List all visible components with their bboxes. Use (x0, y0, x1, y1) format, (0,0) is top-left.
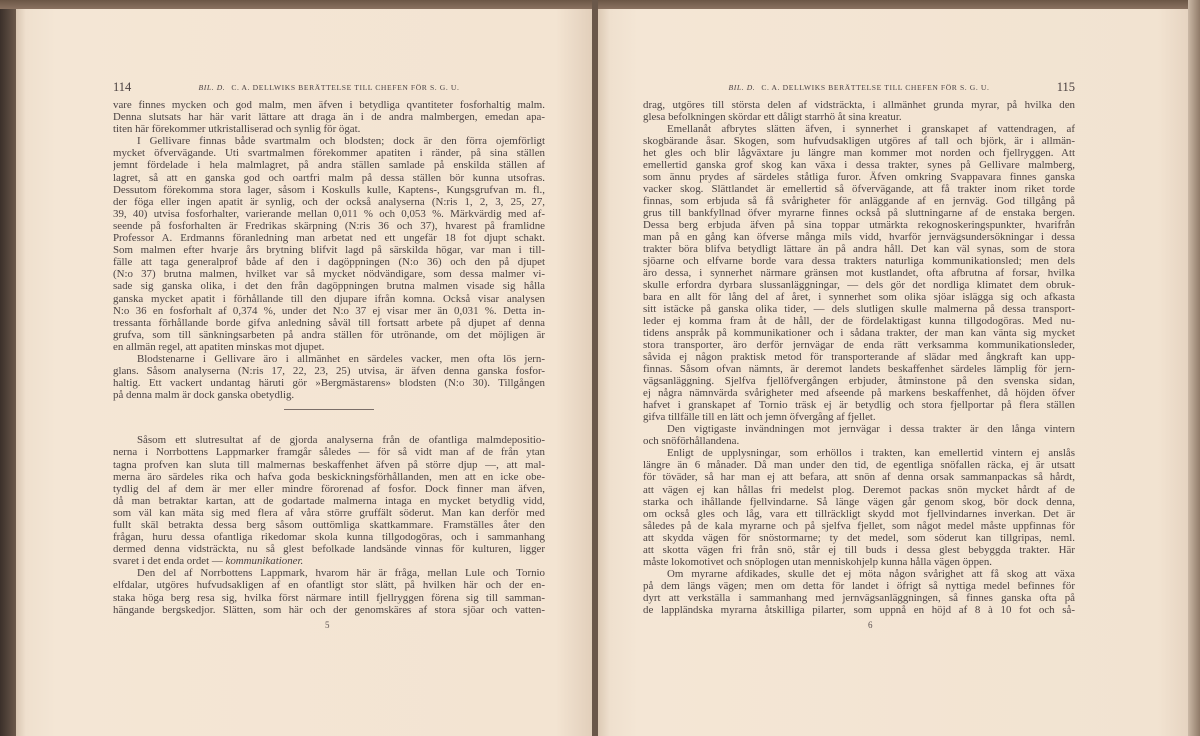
paragraph (643, 123, 1075, 423)
text-line: grufva, som till sänkningsarbeten på andra ställen för utrönande, om det möjligen är (113, 328, 545, 341)
running-head-title: C. A. DELLWIKS BERÄTTELSE TILL CHEFEN FÖR S. G. U. (231, 83, 460, 92)
text-line: för töväder, så har man ej att befara, att snön af denna orsak sammanpackas så hårdt, (643, 471, 1075, 484)
text-line: tydlig del af dem är mer eller mindre förorenad af fosfor. Dock finner man äfven, (113, 482, 545, 495)
text-line: längre än 6 månader. Då man under den tid, de egentliga snöfallen räcka, ej är utsatt (643, 459, 1075, 472)
text-line: finnas. Såsom ofvan nämnts, är deremot landets beskaffenhet särdeles lämplig för jern- (643, 363, 1075, 376)
text-line: het gles och blir lågväxtare ju längre man kommer mot norden och fjellryggen. Att (643, 147, 1075, 160)
text-line: haltig. Ett vackert undantag häruti gör »Bergmästarens» blodsten (N:o 30). Tillgången (113, 377, 545, 390)
text-line: mycket öfvervägande. Uti svartmalmen förekommer apatiten i ränder, på sina ställen (113, 147, 545, 160)
text-line: skogbärande åsar. Skogen, som hufvudsakligen utgöres af tall och björk, är i allmän- (643, 135, 1075, 148)
text-line: tressanta förhållande borde gifva anledning såväl till fortsatt arbete på djupet af denna (113, 316, 545, 329)
text-line: merna äro särdeles rika och hafva goda beskickningsförhållanden, men att en icke obe- (113, 470, 545, 483)
text-line: elfdalar, utgöres hufvudsakligen af en ofantligt stor slätt, på hvilken här och der en- (113, 579, 545, 592)
text-line (113, 555, 545, 567)
paragraph (643, 423, 1075, 447)
text-line: Denna slutsats har här varit lättare att draga än i de andra malmbergen, emedan apa- (113, 111, 545, 124)
book-cover-edge (0, 0, 1200, 9)
running-head-title: C. A. DELLWIKS BERÄTTELSE TILL CHEFEN FÖR S. G. U. (761, 83, 990, 92)
text-line: I Gellivare finnas både svartmalm och blodsten; dock är den förra ojemförligt (137, 135, 545, 148)
text-line: vare finnes mycken och god malm, men äfven i betydliga qvantiteter fosforhaltig malm. (113, 99, 545, 111)
running-head (643, 83, 1075, 92)
paragraph (643, 447, 1075, 567)
text-line: Som malmen efter hvarje års brytning blifvit lagd på särskilda högar, var man i till- (113, 244, 545, 257)
text-line: Dessutom förekomma stora lager, såsom i Koskulls kulle, Kaptens-, Kungsgrufvan m. fl., (113, 183, 545, 196)
text-line: äro dessa, i synnerhet närmare gränsen mot kustlandet, ofta afbrutna af forsar, hvilka (643, 267, 1075, 280)
text-segment: svaret i det enda ordet — (113, 555, 226, 568)
text-line: der föga eller ingen apatit är synlig, och der också analyserna (N:ris 1, 2, 3, 25, 27, (113, 195, 545, 208)
text-line: en allmän regel, att apatiten minskas mot djupet. (113, 340, 325, 353)
text-line: vacker skog. Slättlandet är emellertid så öfvervägande, att få trakter inom riket torde (643, 183, 1075, 196)
text-line: finnas, som erbjuda så få svårigheter för anläggande af en jernväg. God tillgång på (643, 195, 1075, 208)
text-line: stora transporter, äro derför jernvägar de enda rätt verksamma kommunikationsleder, (643, 339, 1075, 352)
text-line: Om myrarne afdikades, skulle det ej möta någon svårighet att få skog att växa (667, 567, 1075, 580)
text-line: (N:o 37) brutna malmen, hvilket var så mycket nödvändigare, som dessa malmer vi- (113, 268, 545, 281)
paragraph (113, 99, 545, 135)
text-line: glesa befolkningen skördar ett dåligt starrhö åt sina kreatur. (643, 111, 902, 124)
text-line: fullt skäl betrakta dessa berg såsom outtömliga skattkammare. Framställes åter den (113, 519, 545, 531)
text-line: glans. Såsom analyserna (N:ris 17, 22, 23, 25) utvisa, är äfven denna ganska fosfor- (113, 365, 545, 378)
text-line: Såsom ett slutresultat af de gjorda analyserna från de ofantliga malmdepositio- (137, 434, 545, 447)
text-line: Emellanåt afbrytes slätten äfven, i synnerhet i granskapet af vattendragen, af (667, 123, 1075, 136)
text-line: såvida ej någon praktisk metod för transporterande af slädar med ångkraft kan upp- (643, 351, 1075, 364)
left-page-header (113, 80, 545, 94)
signature-mark: 6 (868, 620, 873, 630)
paragraph (643, 568, 1075, 616)
running-head-prefix: BIL. D. (728, 83, 756, 92)
text-line: 39, 40) utvisa fosforhalter, varierande mellan 0,011 % och 0,053 %. Märkvärdig med af- (113, 207, 545, 220)
text-line: dyrt att verkställa i sammanhang med jernvägsanläggningen, så finnes ganska ofta på (643, 591, 1075, 604)
text-line: fälle att taga generalprof både af den i dagöppningen (N:o 36) och den på djupet (113, 256, 545, 269)
paragraph (113, 567, 545, 615)
text-line: grus till bankfyllnad öfver myrarne finnes också på sluttningarne af de enstaka bergen. (643, 207, 1075, 220)
text-line: Blodstenarne i Gellivare äro i allmänhet en särdeles vacker, men ofta lös jern- (137, 352, 545, 365)
text-line: vägsanläggning. Sjelfva fjellöfvergången erbjuder, åtminstone på den svenska sidan, (643, 375, 1075, 388)
text-line: Enligt de upplysningar, som erhöllos i trakten, kan emellertid vintern ej anslås (667, 447, 1075, 460)
text-line: nerna i Norrbottens Lappmarker framgår således — för så vidt man af de från ytan (113, 446, 545, 459)
text-line: sade sig ganska olika, i det den från dagöppningen brutna malmen visade sig hålla (113, 280, 545, 293)
text-line: staka höga berg resa sig, hvilka först närmare intill fjellryggen förena sig till samman- (113, 591, 545, 604)
text-line: Den vigtigaste invändningen mot jernvägar i dessa trakter är den långa vintern (667, 423, 1075, 436)
page-number: 114 (113, 80, 132, 94)
text-line: hängande bergskedjor. Slätten, som här och der genomskäres af stora sjöar och vatten- (113, 603, 545, 616)
text-line: emellertid ganska grof skog kan växa i dessa trakter, synes på Gellivare malmberg, (643, 159, 1075, 172)
book-spine-edge (0, 0, 16, 736)
text-line: måste lokomotivet och snöplogen utan menniskohjelp kunna hålla vägen öppen. (643, 555, 993, 568)
italic-text: kommunikationer. (225, 555, 304, 568)
text-line: tidens anspråk på kommunikationer och i sådana trakter, der man kan vänta sig mycket (643, 327, 1075, 340)
running-head (113, 83, 545, 92)
text-line: leder ej komma fram åt de håll, der de fördelaktigast kunna tillgodogöras. Med nu- (643, 315, 1075, 328)
text-line: gifva tillfälle till en lätt och jemn öfvergång af fjellet. (643, 411, 876, 424)
paragraph (113, 434, 545, 567)
text-line: bara en allt för lång del af året, i synnerhet som olika sjöar islägga sig och afkasta (643, 291, 1075, 304)
text-line: att skotta vägen fri från snö, står ej till buds i dessa glest bebyggda trakter. Här (643, 543, 1075, 556)
text-line: tagna profven kan sluta till malmernas beskaffenhet äfven på större djup —, att mal- (113, 458, 545, 471)
text-line: således på de kala myrarne och på sjelfva fjellet, som något medel måste uppfinnas för (643, 519, 1075, 532)
text-line: om också gles och låg, vara ett tillräckligt skydd mot fjellvindarnes inverkan. Det är (643, 507, 1075, 520)
page-number: 115 (1056, 80, 1075, 94)
paragraph (113, 353, 545, 401)
text-line: och snöförhållandena. (643, 435, 740, 448)
right-page-body (643, 99, 1075, 616)
text-line: hafvet i granskapet af Tornio träsk ej är betydlig och stora fjellportar på flera ställen (643, 399, 1075, 412)
text-line: att vägen ej kan hållas fri medelst plog. Deremot packas snön mycket hårdt af de (643, 483, 1075, 496)
text-line: Professor A. Erdmanns föranledning man arbetat ned ett ungefär 18 fot djupt schakt. (113, 232, 545, 245)
page-edges (1188, 0, 1200, 736)
text-line: de lappländska myrarna åtskilliga pilarter, som uppnå en höjd af 8 à 10 fot och så- (643, 603, 1075, 616)
text-line: ej några nämnvärda svårigheter med afseende på markens beskaffenhet, då höjden öfver (643, 387, 1075, 400)
signature-mark: 5 (325, 620, 330, 630)
right-page-header (643, 80, 1075, 94)
text-line: Den del af Norrbottens Lappmark, hvarom här är fråga, mellan Lule och Tornio (137, 567, 545, 580)
text-line: trakter böra blifva betydligt lättare än på andra håll. Det kan väl synas, som de stora (643, 243, 1075, 256)
text-line: titen här förekommer utkristalliserad och synlig för ögat. (113, 123, 361, 136)
text-line: dermed denna vidsträckta, nu så glest befolkade landsände vinnas för kulturen, ligger (113, 543, 545, 556)
text-line: på dem längs vägen; men om detta för landet i öfrigt så nyttiga medel befinnes för (643, 579, 1075, 592)
text-line: frågan, huru dessa ofantliga rikedomar skola kunna tillgodogöras, och i sammanhang (113, 531, 545, 544)
text-line: sitt istäcke på ganska olika tider, — dels slutligen skulle malmerna på dessa transport- (643, 303, 1075, 316)
text-line: N:o 36 en fosforhalt af 0,374 %, under det N:o 37 ej visar mer än 0,031 %. Detta in- (113, 304, 545, 317)
text-line: Dessa berg erbjuda äfven på sina toppar utmärkta rekognoskeringspunkter, hvarifrån (643, 219, 1075, 232)
text-line: seende på fosforhalten är Fredrikas skärpning (N:ris 36 och 37), hvarest på framlidne (113, 219, 545, 232)
text-line: sjöarne och elfvarne borde vara dessa trakters naturliga kommunikationsled; men dels (643, 255, 1075, 268)
section-divider (284, 409, 374, 410)
text-line: att skydda vägen för snöstormarne; ty det medel, som söderut kan tillgripas, neml. (643, 531, 1075, 544)
left-page-body (113, 99, 545, 616)
text-line: man på en gång kan öfverse många mils vidd, hvarför jernvägsundersökningar i dessa (643, 231, 1075, 244)
text-line: skulle erfordra dyrbara slussanläggningar, — dels gör det nordliga klimatet dem obruk- (643, 279, 1075, 292)
paragraph (113, 135, 545, 353)
text-line: ganska mycket apatit i förhållande till den djupare ifrån komna. Också visar analysen (113, 292, 545, 305)
text-line: drag, utgöres till största delen af vidsträckta, i allmänhet grunda myrar, på hvilka den (643, 99, 1075, 111)
paragraph (643, 99, 1075, 123)
text-line: starka och ihållande fjellvindarne. Så länge vägen går genom skog, bör dock denna, (643, 495, 1075, 508)
text-line: då man betraktar kartan, att de godartade malmerna intaga en mycket betydlig vidd, (113, 494, 545, 507)
text-line: lagret, så att en ganska god och oartfri malm på dessa ställen bör kunna utsofras. (113, 171, 545, 184)
text-line: som ännu prydes af särdeles ståtliga furor. Äfven omkring Svappavara finnes ganska (643, 171, 1075, 184)
text-line: jemnt fördelade i hela malmlagret, på andra ställen samlade på enskilda ställen af (113, 159, 545, 172)
running-head-prefix: BIL. D. (198, 83, 226, 92)
text-line: som väl kan mäta sig med flera af våra större gruffält söderut. Man kan derför med (113, 506, 545, 519)
text-line: på denna malm är dock ganska obetydlig. (113, 389, 295, 402)
